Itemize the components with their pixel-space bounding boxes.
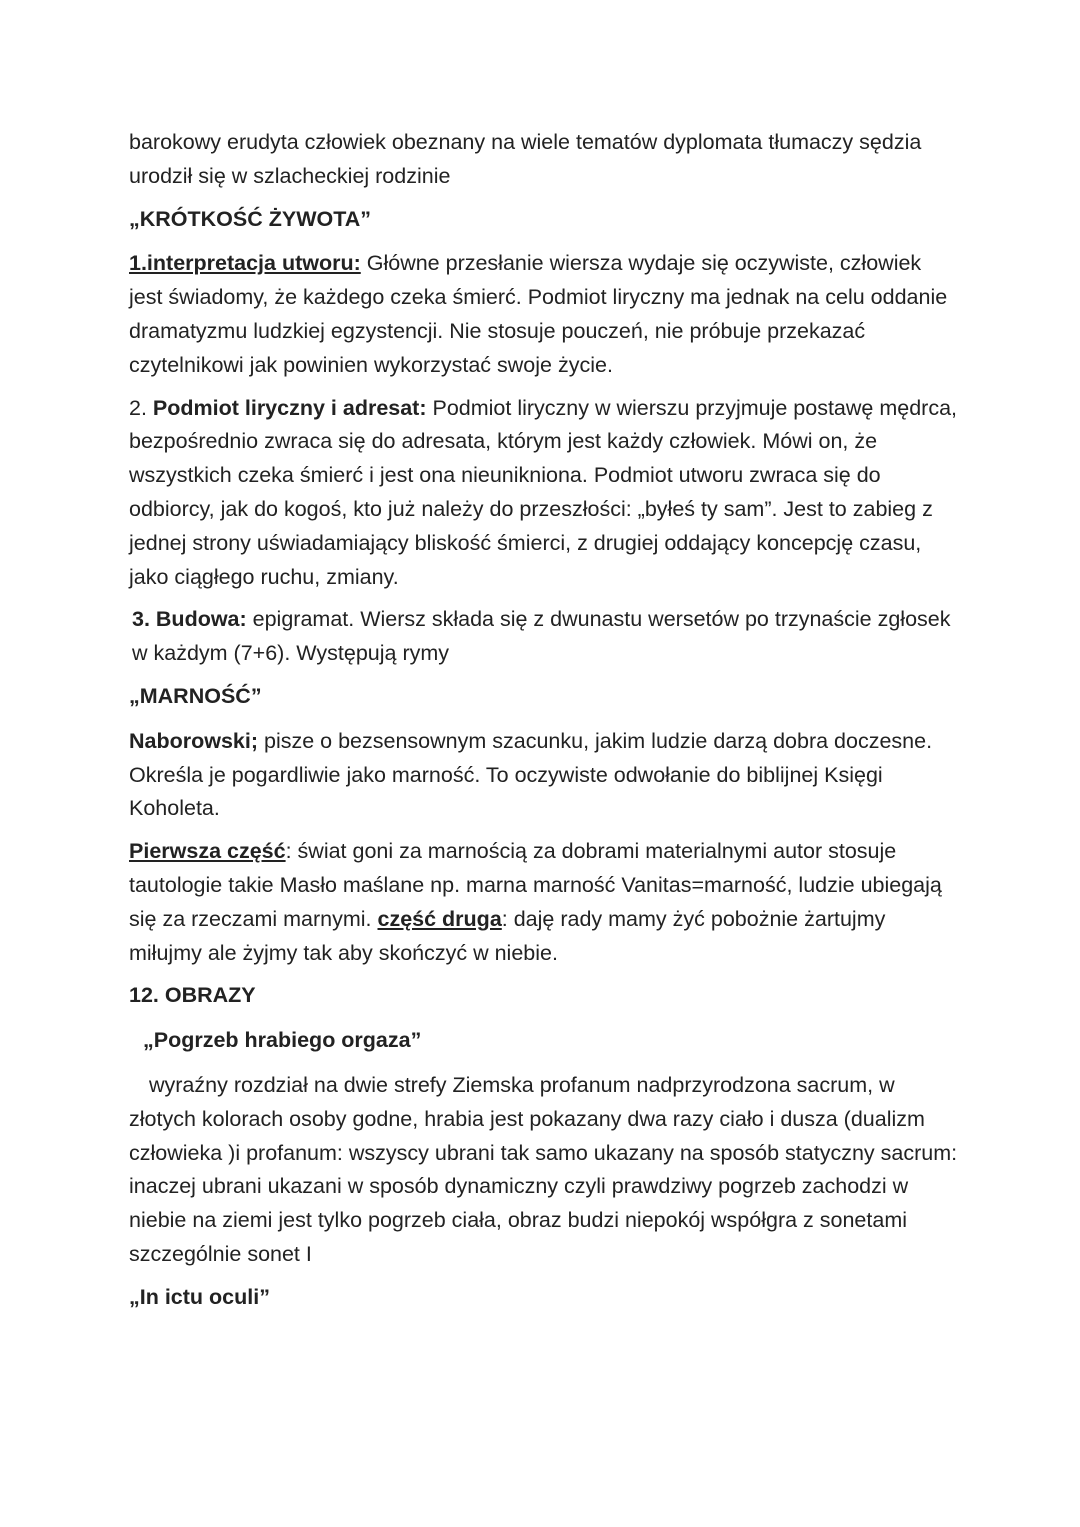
krotkosc-heading: „KRÓTKOŚĆ ŻYWOTA”	[129, 206, 372, 231]
naborowski-text: pisze o bezsensownym szacunku, jakim ludzie darzą dobra doczesne. Określa je pogardliwie jako marność. To oczywiste odwołanie do biblijnej Księgi Koholeta.	[129, 728, 933, 821]
part2-label: część druga	[377, 906, 502, 931]
orgaz-paragraph	[129, 1069, 959, 1272]
part2-text: : daję rady mamy żyć pobożnie żartujmy miłujmy ale żyjmy tak aby skończyć w niebie.	[129, 906, 886, 965]
obrazy-heading: 12. OBRAZY	[129, 983, 256, 1008]
intro-paragraph	[129, 126, 959, 194]
document-page	[129, 126, 959, 1326]
podmiot-label: Podmiot liryczny i adresat:	[152, 395, 427, 420]
budowa-text: epigramat. Wiersz składa się z dwunastu wersetów po trzynaście zgłosek w każdym (7+6). Występują rymy	[132, 607, 951, 666]
podmiot-text: Podmiot liryczny w wierszu przyjmuje postawę mędrca, bezpośrednio zwraca się do adresata, którym jest każdy człowiek. Mówi on, że wszystkich czeka śmierć i jest ona nieunikniona. Podmiot utworu zwraca się do odbiorcy, jak do kogoś, kto już należy do przeszłości: „byłeś ty sam”. Jest to zabieg z jednej strony uświadamiający bliskość śmierci, z drugiej oddający koncepcję czasu, jako ciągłego ruchu, zmiany.	[129, 395, 958, 589]
part1-label: Pierwsza część	[129, 839, 286, 864]
podmiot-paragraph	[129, 392, 959, 595]
podmiot-prefix: 2.	[129, 395, 153, 420]
budowa-label: 3. Budowa:	[132, 607, 247, 632]
intro-text: barokowy erudyta człowiek obeznany na wiele tematów dyplomata tłumaczy sędzia urodził się w szlacheckiej rodzinie	[129, 130, 922, 188]
interpretation-text: Główne przesłanie wiersza wydaje się oczywiste, człowiek jest świadomy, że każdego czeka śmierć. Podmiot liryczny ma jednak na celu oddanie dramatyzmu ludzkiej egzystencji. Nie stosuje pouczeń, nie próbuje przekazać czytelnikowi jak powinien wykorzystać swoje życie.	[129, 251, 948, 377]
interpretation-label: 1.interpretacja utworu:	[129, 251, 361, 276]
orgaz-heading: „Pogrzeb hrabiego orgaza”	[143, 1028, 422, 1053]
part1-text: : świat goni za marnością za dobrami materialnymi autor stosuje tautologie takie Masło maślane np. marna marność Vanitas=marność, ludzie ubiegają się za rzeczami marnymi.	[129, 839, 942, 931]
naborowski-paragraph	[129, 725, 959, 826]
parts-paragraph	[129, 835, 959, 970]
budowa-paragraph	[129, 603, 959, 671]
naborowski-label: Naborowski;	[129, 728, 259, 753]
interpretation-paragraph	[129, 247, 959, 382]
ictu-heading: „In ictu oculi”	[129, 1284, 270, 1309]
marnosc-heading: „MARNOŚĆ”	[129, 683, 262, 708]
orgaz-text: wyraźny rozdział na dwie strefy Ziemska profanum nadprzyrodzona sacrum, w złotych kolorach osoby godne, hrabia jest pokazany dwa razy ciało i dusza (dualizm człowieka )i profanum: wszyscy ubrani tak samo ukazany na sposób statyczny sacrum: inaczej ubrani ukazani w sposób dynamiczny czyli prawdziwy pogrzeb zachodzi w niebie na ziemi jest tylko pogrzeb ciała, obraz budzi niepokój współgra z sonetami szczególnie sonet I	[129, 1072, 958, 1266]
